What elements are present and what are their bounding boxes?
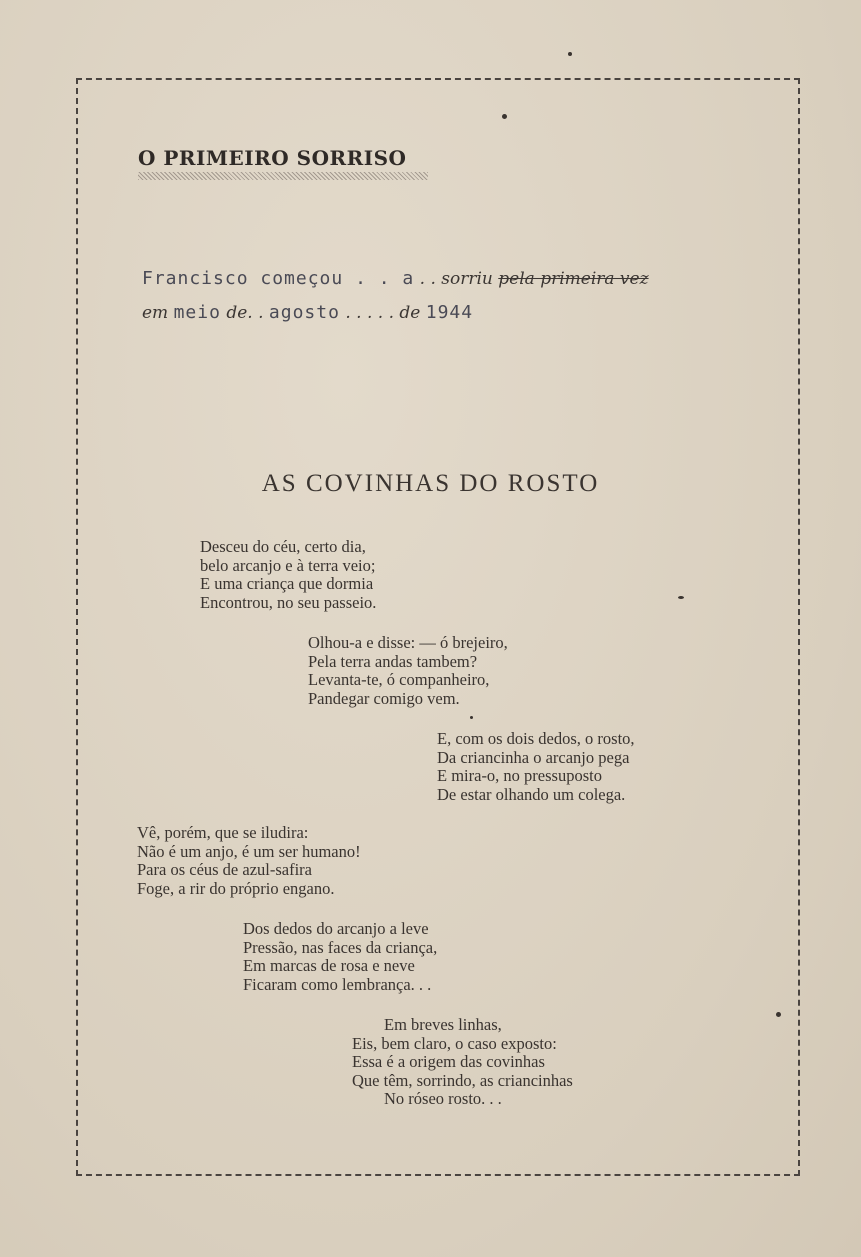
paper-speck	[502, 114, 507, 119]
poem-line: Desceu do céu, certo dia,	[200, 537, 366, 556]
poem-line: Dos dedos do arcanjo a leve	[243, 919, 429, 938]
stanza-4	[137, 824, 361, 898]
paper-speck	[776, 1012, 781, 1017]
poem-line: Em marcas de rosa e neve	[243, 956, 415, 975]
poem-line: Em breves linhas,	[384, 1015, 502, 1034]
poem-line: Encontrou, no seu passeio.	[200, 592, 377, 612]
paper-speck	[470, 716, 473, 719]
poem-line: Eis, bem claro, o caso exposto:	[352, 1033, 557, 1053]
paper-speck	[678, 596, 684, 599]
stanza-3	[437, 730, 635, 804]
poem-line: Da criancinha o arcanjo pega	[437, 747, 630, 767]
handwritten-line-2	[142, 302, 473, 323]
stanza-6	[352, 1016, 573, 1109]
handwritten-name: Francisco começou . . a	[142, 268, 415, 289]
poem-line: Vê, porém, que se iludira:	[137, 823, 309, 842]
poem-line: E uma criança que dormia	[200, 574, 374, 593]
poem-line: Para os céus de azul-safira	[137, 860, 312, 879]
poem-title: AS COVINHAS DO ROSTO	[261, 470, 600, 497]
stanza-1	[200, 538, 376, 612]
poem-line: Levanta-te, ó companheiro,	[308, 670, 490, 689]
poem-line: Essa é a origem das covinhas	[352, 1052, 545, 1071]
struck-text: pela primeira vez	[498, 269, 649, 289]
poem-line: Pandegar comigo vem.	[308, 688, 460, 708]
poem-line: E, com os dois dedos, o rosto,	[437, 729, 635, 748]
poem-line: E mira-o, no pressuposto	[437, 766, 602, 785]
dashed-border-frame	[76, 78, 800, 1176]
printed-de: de. .	[220, 303, 269, 323]
poem-line: Não é um anjo, é um ser humano!	[137, 841, 361, 861]
handwritten-meio: meio	[173, 302, 221, 323]
stanza-2	[308, 634, 508, 708]
handwritten-month: agosto	[268, 302, 340, 323]
poem-line: Olhou-a e disse: — ó brejeiro,	[308, 633, 508, 652]
poem-line: Que têm, sorrindo, as criancinhas	[352, 1070, 573, 1090]
poem-line: No róseo rosto. . .	[384, 1089, 502, 1108]
printed-em: em	[142, 303, 174, 323]
poem-line: De estar olhando um colega.	[437, 784, 626, 804]
paper-speck	[568, 52, 572, 56]
handwritten-year: 1944	[425, 302, 474, 323]
page-title: O PRIMEIRO SORRISO	[138, 146, 407, 170]
title-underline	[138, 172, 428, 180]
printed-sorriu: . . sorriu	[414, 269, 499, 289]
stanza-5	[243, 920, 437, 994]
poem-line: Pela terra andas tambem?	[308, 651, 478, 671]
handwritten-line-1	[142, 268, 649, 289]
poem-line: Pressão, nas faces da criança,	[243, 937, 438, 957]
printed-dots: . . . . . de	[339, 303, 426, 323]
poem-line: Ficaram como lembrança. . .	[243, 974, 432, 994]
poem-line: Foge, a rir do próprio engano.	[137, 878, 335, 898]
poem-line: belo arcanjo e à terra veio;	[200, 555, 376, 575]
